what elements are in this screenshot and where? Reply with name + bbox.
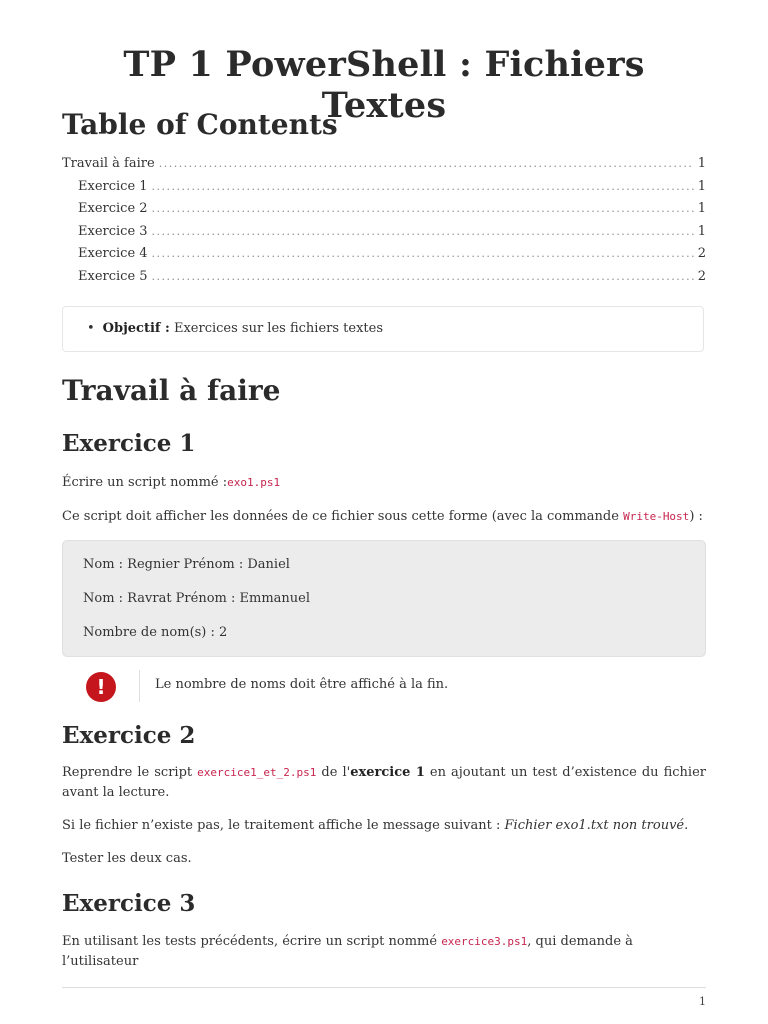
table-of-contents xyxy=(62,156,706,291)
inline-code: Write-Host xyxy=(623,510,690,523)
exercice-2-paragraph-2: Si le fichier n’existe pas, le traitement affiche le message suivant : Fichier exo1.txt non trouvé. xyxy=(62,818,689,833)
toc-item-exercice-4[interactable] xyxy=(62,246,706,269)
toc-item-exercice-5[interactable] xyxy=(62,269,706,292)
warning-text: Le nombre de noms doit être affiché à la fin. xyxy=(155,677,449,692)
toc-item-label: Exercice 1 xyxy=(78,178,148,194)
toc-item-page: 2 xyxy=(697,246,706,261)
toc-item-label: Travail à faire xyxy=(62,156,155,171)
toc-heading: Table of Contents xyxy=(62,108,338,141)
toc-item-page: 1 xyxy=(697,156,706,171)
toc-item-exercice-3[interactable] xyxy=(62,224,706,247)
exercice-1-paragraph-1: Écrire un script nommé :exo1.ps1 xyxy=(62,475,281,490)
toc-item-exercice-2[interactable] xyxy=(62,201,706,224)
toc-item-travail[interactable] xyxy=(62,156,706,179)
exercice-1-paragraph-2: Ce script doit afficher les données de ce fichier sous cette forme (avec la commande Write-Host) : xyxy=(62,509,703,524)
output-line: Nombre de nom(s) : 2 xyxy=(83,625,228,640)
document-title: TP 1 PowerShell : Fichiers Textes xyxy=(123,44,645,126)
toc-item-exercice-1[interactable] xyxy=(62,179,706,202)
exercice-2-title: Exercice 2 xyxy=(62,722,196,749)
toc-item-label: Exercice 5 xyxy=(78,268,148,284)
inline-code: exo1.ps1 xyxy=(227,476,281,489)
warning-admonition xyxy=(62,668,706,704)
toc-item-page: 2 xyxy=(697,268,706,284)
toc-item-page: 1 xyxy=(697,201,706,216)
output-line: Nom : Regnier Prénom : Daniel xyxy=(83,557,290,572)
exercice-1-title: Exercice 1 xyxy=(62,430,196,457)
objective-box xyxy=(62,306,704,352)
page-number: 1 xyxy=(699,995,706,1008)
inline-code: exercice3.ps1 xyxy=(441,935,528,948)
objective-label: Objectif : xyxy=(102,321,170,336)
inline-code: exercice1_et_2.ps1 xyxy=(197,766,317,779)
toc-item-label: Exercice 4 xyxy=(78,246,148,261)
toc-item-page: 1 xyxy=(697,178,706,194)
toc-item-page: 1 xyxy=(697,223,706,239)
exercice-3-title: Exercice 3 xyxy=(62,890,196,917)
toc-item-label: Exercice 3 xyxy=(78,223,148,239)
objective-text: Exercices sur les fichiers textes xyxy=(169,321,383,336)
bullet-icon: • xyxy=(87,321,95,336)
toc-item-label: Exercice 2 xyxy=(78,201,148,216)
section-title: Travail à faire xyxy=(62,374,281,407)
exercice-2-paragraph-1: Reprendre le script exercice1_et_2.ps1 de l'exercice 1 en ajoutant un test d’existence du fichier avant la lecture. xyxy=(62,765,706,800)
output-example-box xyxy=(62,540,706,657)
output-line: Nom : Ravrat Prénom : Emmanuel xyxy=(83,591,310,606)
exercice-3-paragraph-1: En utilisant les tests précédents, écrire un script nommé exercice3.ps1, qui demande à l’utilisateur xyxy=(62,934,633,969)
exclamation-icon: ! xyxy=(86,672,116,702)
footer-divider xyxy=(62,987,706,988)
exercice-2-paragraph-3: Tester les deux cas. xyxy=(62,851,192,866)
